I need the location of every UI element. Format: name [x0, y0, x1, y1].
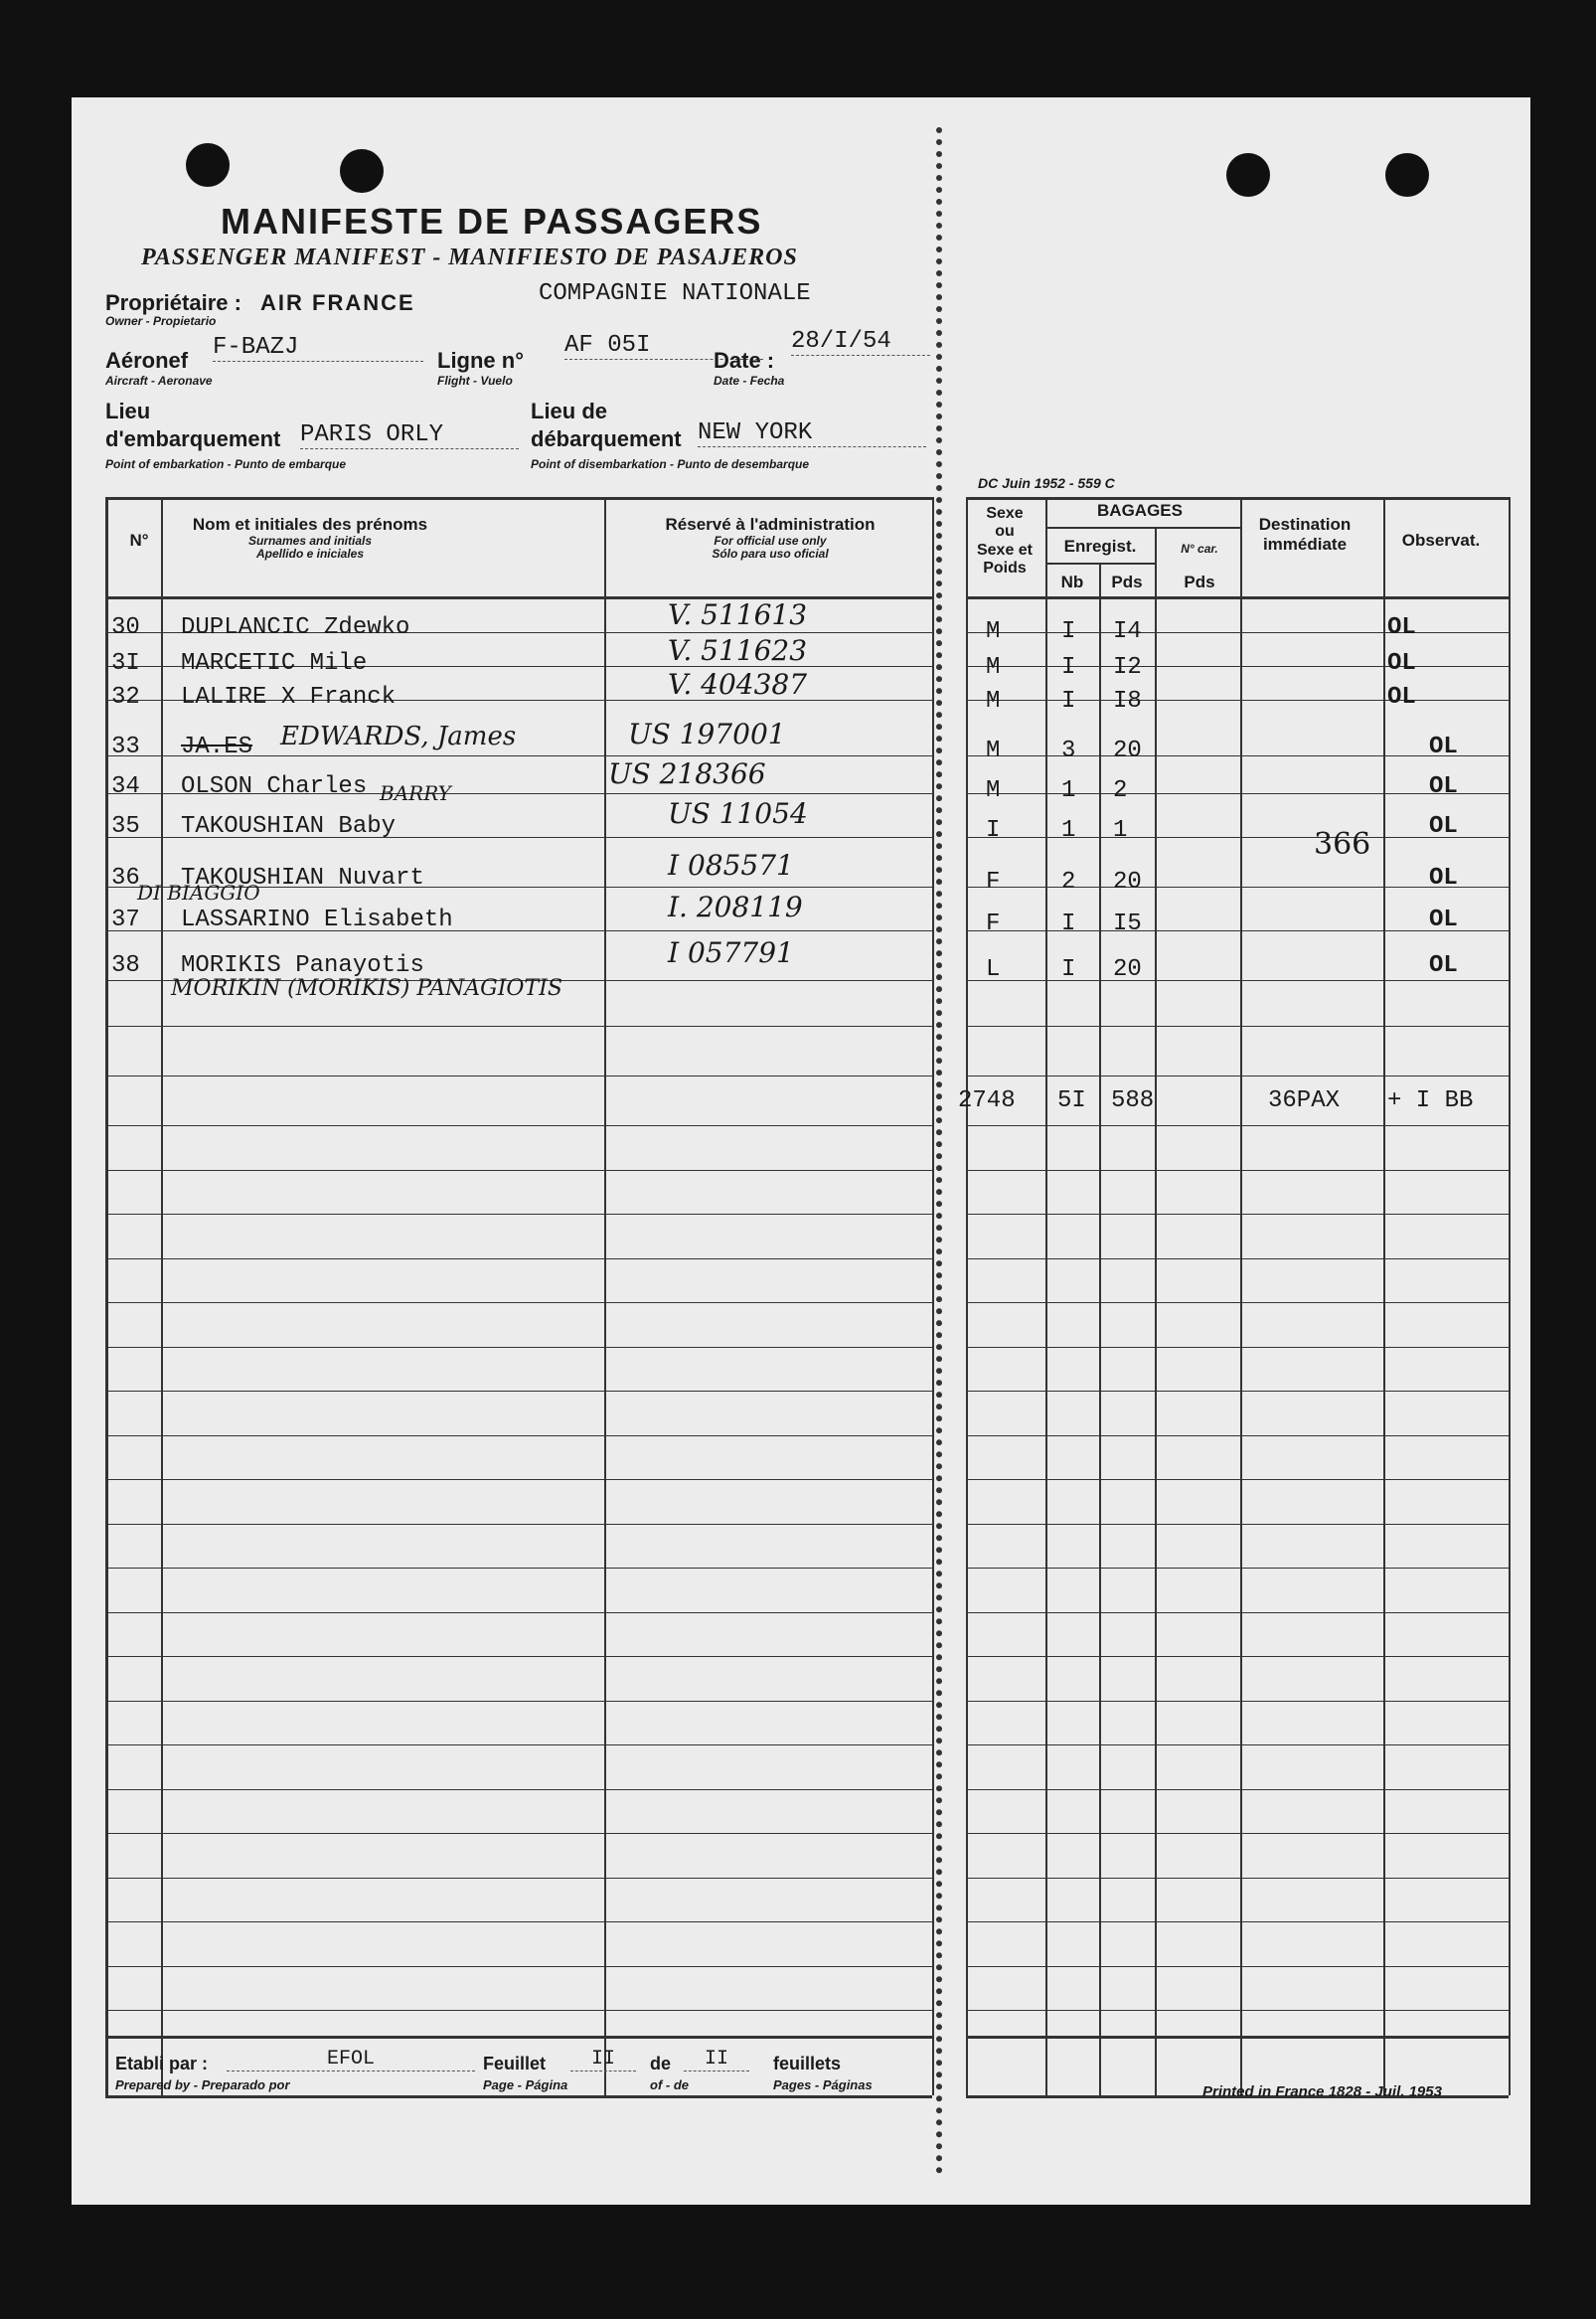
grid-line: [105, 1921, 932, 1922]
grid-line: [966, 1966, 1509, 1967]
grid-line: [105, 1966, 932, 1967]
row-bag-weight: I4: [1113, 618, 1142, 645]
grid-line: [105, 1833, 932, 1834]
prepared-label: Etabli par :: [115, 2054, 209, 2073]
grid-line: [966, 1921, 1509, 1922]
manifest-sheet: [72, 97, 1530, 2205]
row-number: 36: [111, 865, 140, 892]
col-pds: Pds: [1111, 573, 1143, 591]
grid-line: [966, 837, 1509, 838]
page-subtitle: PASSENGER MANIFEST - MANIFIESTO DE PASAJEROS: [141, 245, 798, 270]
grid-line: [966, 1878, 1509, 1879]
page-title: MANIFESTE DE PASSAGERS: [221, 201, 763, 242]
row-bag-count: 1: [1061, 777, 1076, 804]
row-admin-number: US 197001: [628, 718, 786, 750]
grid-line: [966, 700, 1509, 701]
total-dest: 36PAX: [1268, 1087, 1341, 1114]
pages-sub: Pages - Páginas: [773, 2077, 873, 2092]
grid-line: [105, 1435, 932, 1436]
row-observation: OL: [1429, 734, 1458, 760]
aircraft-label: Aéronef: [105, 348, 189, 373]
owner-sub: Owner - Propietario: [105, 314, 217, 328]
row-admin-number: I 057791: [668, 936, 794, 969]
row-admin-number: V. 511623: [668, 634, 808, 667]
grid-line: [966, 1258, 1509, 1259]
aircraft-sub: Aircraft - Aeronave: [105, 374, 213, 388]
owner-label: Propriétaire :: [105, 290, 241, 315]
row-sex: M: [986, 738, 1001, 764]
row-admin-number: US 11054: [668, 797, 808, 830]
row-sex: M: [986, 688, 1001, 715]
row-name-struck: JA.ES: [181, 734, 253, 760]
grid-line: [105, 1568, 932, 1569]
grid-line: [966, 1125, 1509, 1126]
grid-line: [105, 1214, 932, 1215]
grid-line: [105, 1656, 932, 1657]
row-bag-count: I: [1061, 956, 1076, 983]
row-sex: F: [986, 911, 1001, 937]
row-name: TAKOUSHIAN Nuvart: [181, 865, 424, 892]
grid-line: [105, 1347, 932, 1348]
grid-line: [1045, 497, 1047, 2095]
row-observation: OL: [1387, 614, 1416, 641]
grid-line: [966, 1076, 1509, 1077]
grid-line: [604, 497, 606, 2095]
grid-line: [966, 1701, 1509, 1702]
pages-label: feuillets: [773, 2054, 842, 2073]
row-number: 32: [111, 684, 140, 711]
row-bag-weight: 1: [1113, 817, 1128, 844]
grid-line: [1155, 527, 1157, 2095]
row-sex: M: [986, 618, 1001, 645]
owner-typed: COMPAGNIE NATIONALE: [539, 280, 811, 307]
col-ncar: N° car.: [1181, 542, 1218, 556]
row-number: 38: [111, 952, 140, 979]
grid-line: [966, 1568, 1509, 1569]
grid-line: [966, 887, 1509, 888]
row-bag-count: I: [1061, 911, 1076, 937]
row-sex: M: [986, 654, 1001, 681]
row-number: 33: [111, 734, 140, 760]
punch-hole: [340, 149, 384, 193]
grid-line: [966, 1833, 1509, 1834]
row-admin-number: I. 208119: [668, 891, 803, 923]
row-bag-count: I: [1061, 618, 1076, 645]
grid-line: [966, 1524, 1509, 1525]
prepared-value: EFOL: [227, 2048, 475, 2071]
col-sex: Sexe ou Sexe et Poids: [976, 505, 1034, 578]
flight-label: Ligne n°: [437, 348, 525, 373]
row-name: EDWARDS, James: [280, 722, 517, 751]
row-sex: I: [986, 817, 1001, 844]
row-sex: M: [986, 777, 1001, 804]
row-number: 35: [111, 813, 140, 840]
row-name-note: BARRY: [380, 781, 451, 805]
grid-line: [966, 1479, 1509, 1480]
grid-line: [966, 632, 1509, 633]
grid-line: [1509, 497, 1511, 2095]
grid-line: [105, 1789, 932, 1790]
row-bag-count: 3: [1061, 738, 1076, 764]
col-observ: Observat.: [1401, 531, 1481, 550]
row-name: DUPLANCIC Zdewko: [181, 614, 410, 641]
grid-line: [105, 1391, 932, 1392]
col-bagages: BAGAGES: [1097, 501, 1183, 520]
embark-label: Lieu d'embarquement: [105, 399, 281, 451]
grid-line: [105, 1125, 932, 1126]
grid-line: [966, 666, 1509, 667]
grid-line: [105, 1170, 932, 1171]
row-bag-weight: 20: [1113, 956, 1142, 983]
grid-line: [966, 1347, 1509, 1348]
row-dest-note: 366: [1314, 827, 1371, 862]
row-admin-number: V. 404387: [668, 668, 808, 701]
grid-line: [966, 980, 1509, 981]
grid-line: [932, 497, 934, 2095]
grid-line: [966, 1170, 1509, 1171]
row-name-note: DI BIAGGIO: [137, 881, 260, 905]
row-observation: OL: [1429, 952, 1458, 979]
grid-line: [1045, 527, 1240, 529]
grid-line: [966, 596, 1509, 597]
row-observation: OL: [1429, 813, 1458, 840]
row-bag-weight: 20: [1113, 869, 1142, 896]
row-bag-count: I: [1061, 654, 1076, 681]
row-number: 34: [111, 773, 140, 800]
punch-hole: [1226, 153, 1270, 197]
date-label: Date :: [714, 348, 775, 373]
row-sex: L: [986, 956, 1001, 983]
row-bag-weight: 2: [1113, 777, 1128, 804]
grid-line: [105, 2095, 932, 2098]
row-number: 3I: [111, 650, 140, 677]
row-observation: OL: [1429, 907, 1458, 933]
row-name: LALIRE X Franck: [181, 684, 397, 711]
row-name: TAKOUSHIAN Baby: [181, 813, 397, 840]
total-pds: 588: [1111, 1087, 1155, 1114]
grid-line: [105, 596, 932, 597]
grid-line: [105, 1701, 932, 1702]
row-observation: OL: [1387, 650, 1416, 677]
row-bag-weight: I5: [1113, 911, 1142, 937]
grid-line: [966, 2010, 1509, 2011]
grid-line: [1045, 563, 1155, 565]
grid-line: [966, 1391, 1509, 1392]
of-value: II: [684, 2048, 749, 2071]
grid-line: [1383, 497, 1385, 2095]
col-ncar-pds: Pds: [1184, 573, 1215, 591]
grid-line: [105, 1612, 932, 1613]
grid-line: [966, 1789, 1509, 1790]
embark-value: PARIS ORLY: [300, 421, 519, 449]
row-name: MARCETIC Mile: [181, 650, 368, 677]
perforation-line: [936, 127, 942, 2175]
total-obs: + I BB: [1387, 1087, 1474, 1114]
grid-line: [105, 2010, 932, 2011]
disembark-value: NEW YORK: [698, 419, 926, 447]
row-name: OLSON Charles: [181, 773, 368, 800]
row-bag-weight: 20: [1113, 738, 1142, 764]
date-value: 28/I/54: [791, 328, 930, 356]
grid-line: [966, 1656, 1509, 1657]
row-bag-weight: I2: [1113, 654, 1142, 681]
row-observation: OL: [1429, 773, 1458, 800]
grid-line: [105, 2036, 932, 2039]
date-sub: Date - Fecha: [714, 374, 785, 388]
grid-line: [105, 497, 108, 2095]
row-observation: OL: [1387, 684, 1416, 711]
col-no: N°: [129, 531, 149, 550]
row-name-handwritten: MORIKIN (MORIKIS) PANAGIOTIS: [171, 976, 562, 1001]
row-name: LASSARINO Elisabeth: [181, 907, 453, 933]
grid-line: [966, 793, 1509, 794]
grid-line: [966, 930, 1509, 931]
prepared-sub: Prepared by - Preparado por: [115, 2077, 290, 2092]
grid-line: [966, 1612, 1509, 1613]
punch-hole: [1385, 153, 1429, 197]
grid-line: [966, 1302, 1509, 1303]
embark-sub: Point of embarkation - Punto de embarque: [105, 457, 347, 471]
of-sub: of - de: [650, 2077, 689, 2092]
page-label: Feuillet: [483, 2054, 547, 2073]
grid-line: [966, 1435, 1509, 1436]
row-bag-count: 2: [1061, 869, 1076, 896]
row-name: MORIKIS Panayotis: [181, 952, 424, 979]
col-dest: Destination immédiate: [1258, 515, 1352, 554]
grid-line: [966, 1744, 1509, 1745]
printed-note: Printed in France 1828 - Juil. 1953: [1202, 2083, 1442, 2100]
row-admin-number: V. 511613: [668, 598, 808, 631]
grid-line: [1240, 497, 1242, 2095]
col-nb: Nb: [1060, 573, 1084, 591]
grid-line: [105, 1744, 932, 1745]
row-bag-weight: I8: [1113, 688, 1142, 715]
grid-line: [966, 755, 1509, 756]
grid-line: [105, 1302, 932, 1303]
owner-value: AIR FRANCE: [260, 290, 415, 315]
page-value: II: [570, 2048, 636, 2071]
disembark-sub: Point of disembarkation - Punto de desembarque: [531, 457, 810, 471]
flight-value: AF 05I: [564, 332, 763, 360]
col-admin-header: Réservé à l'administration For official use only Sólo para uso oficial: [665, 515, 876, 561]
grid-line: [161, 497, 163, 2095]
form-code: DC Juin 1952 - 559 C: [978, 475, 1115, 491]
disembark-label: Lieu de débarquement: [531, 399, 682, 451]
grid-line: [966, 1026, 1509, 1027]
row-bag-count: I: [1061, 688, 1076, 715]
col-name-header: Nom et initiales des prénoms Surnames and initials Apellido e iniciales: [192, 515, 428, 561]
row-sex: F: [986, 869, 1001, 896]
col-enregist: Enregist.: [1063, 537, 1137, 556]
aircraft-value: F-BAZJ: [213, 334, 423, 362]
grid-line: [105, 1479, 932, 1480]
grid-line: [105, 1878, 932, 1879]
page-sub: Page - Página: [483, 2077, 568, 2092]
grid-line: [105, 1076, 932, 1077]
row-bag-count: 1: [1061, 817, 1076, 844]
grid-line: [105, 1026, 932, 1027]
flight-sub: Flight - Vuelo: [437, 374, 513, 388]
grid-line: [966, 1214, 1509, 1215]
row-observation: OL: [1429, 865, 1458, 892]
row-admin-number: I 085571: [668, 849, 794, 882]
grid-line: [105, 1524, 932, 1525]
total-nb: 5I: [1057, 1087, 1086, 1114]
row-admin-number: US 218366: [608, 757, 766, 790]
punch-hole: [186, 143, 230, 187]
of-label: de: [650, 2054, 672, 2073]
grid-line: [966, 497, 968, 2095]
row-number: 37: [111, 907, 140, 933]
grid-line: [105, 497, 932, 500]
grid-line: [966, 2036, 1509, 2039]
grid-line: [105, 1258, 932, 1259]
row-number: 30: [111, 614, 140, 641]
total-weight: 2748: [958, 1087, 1016, 1114]
